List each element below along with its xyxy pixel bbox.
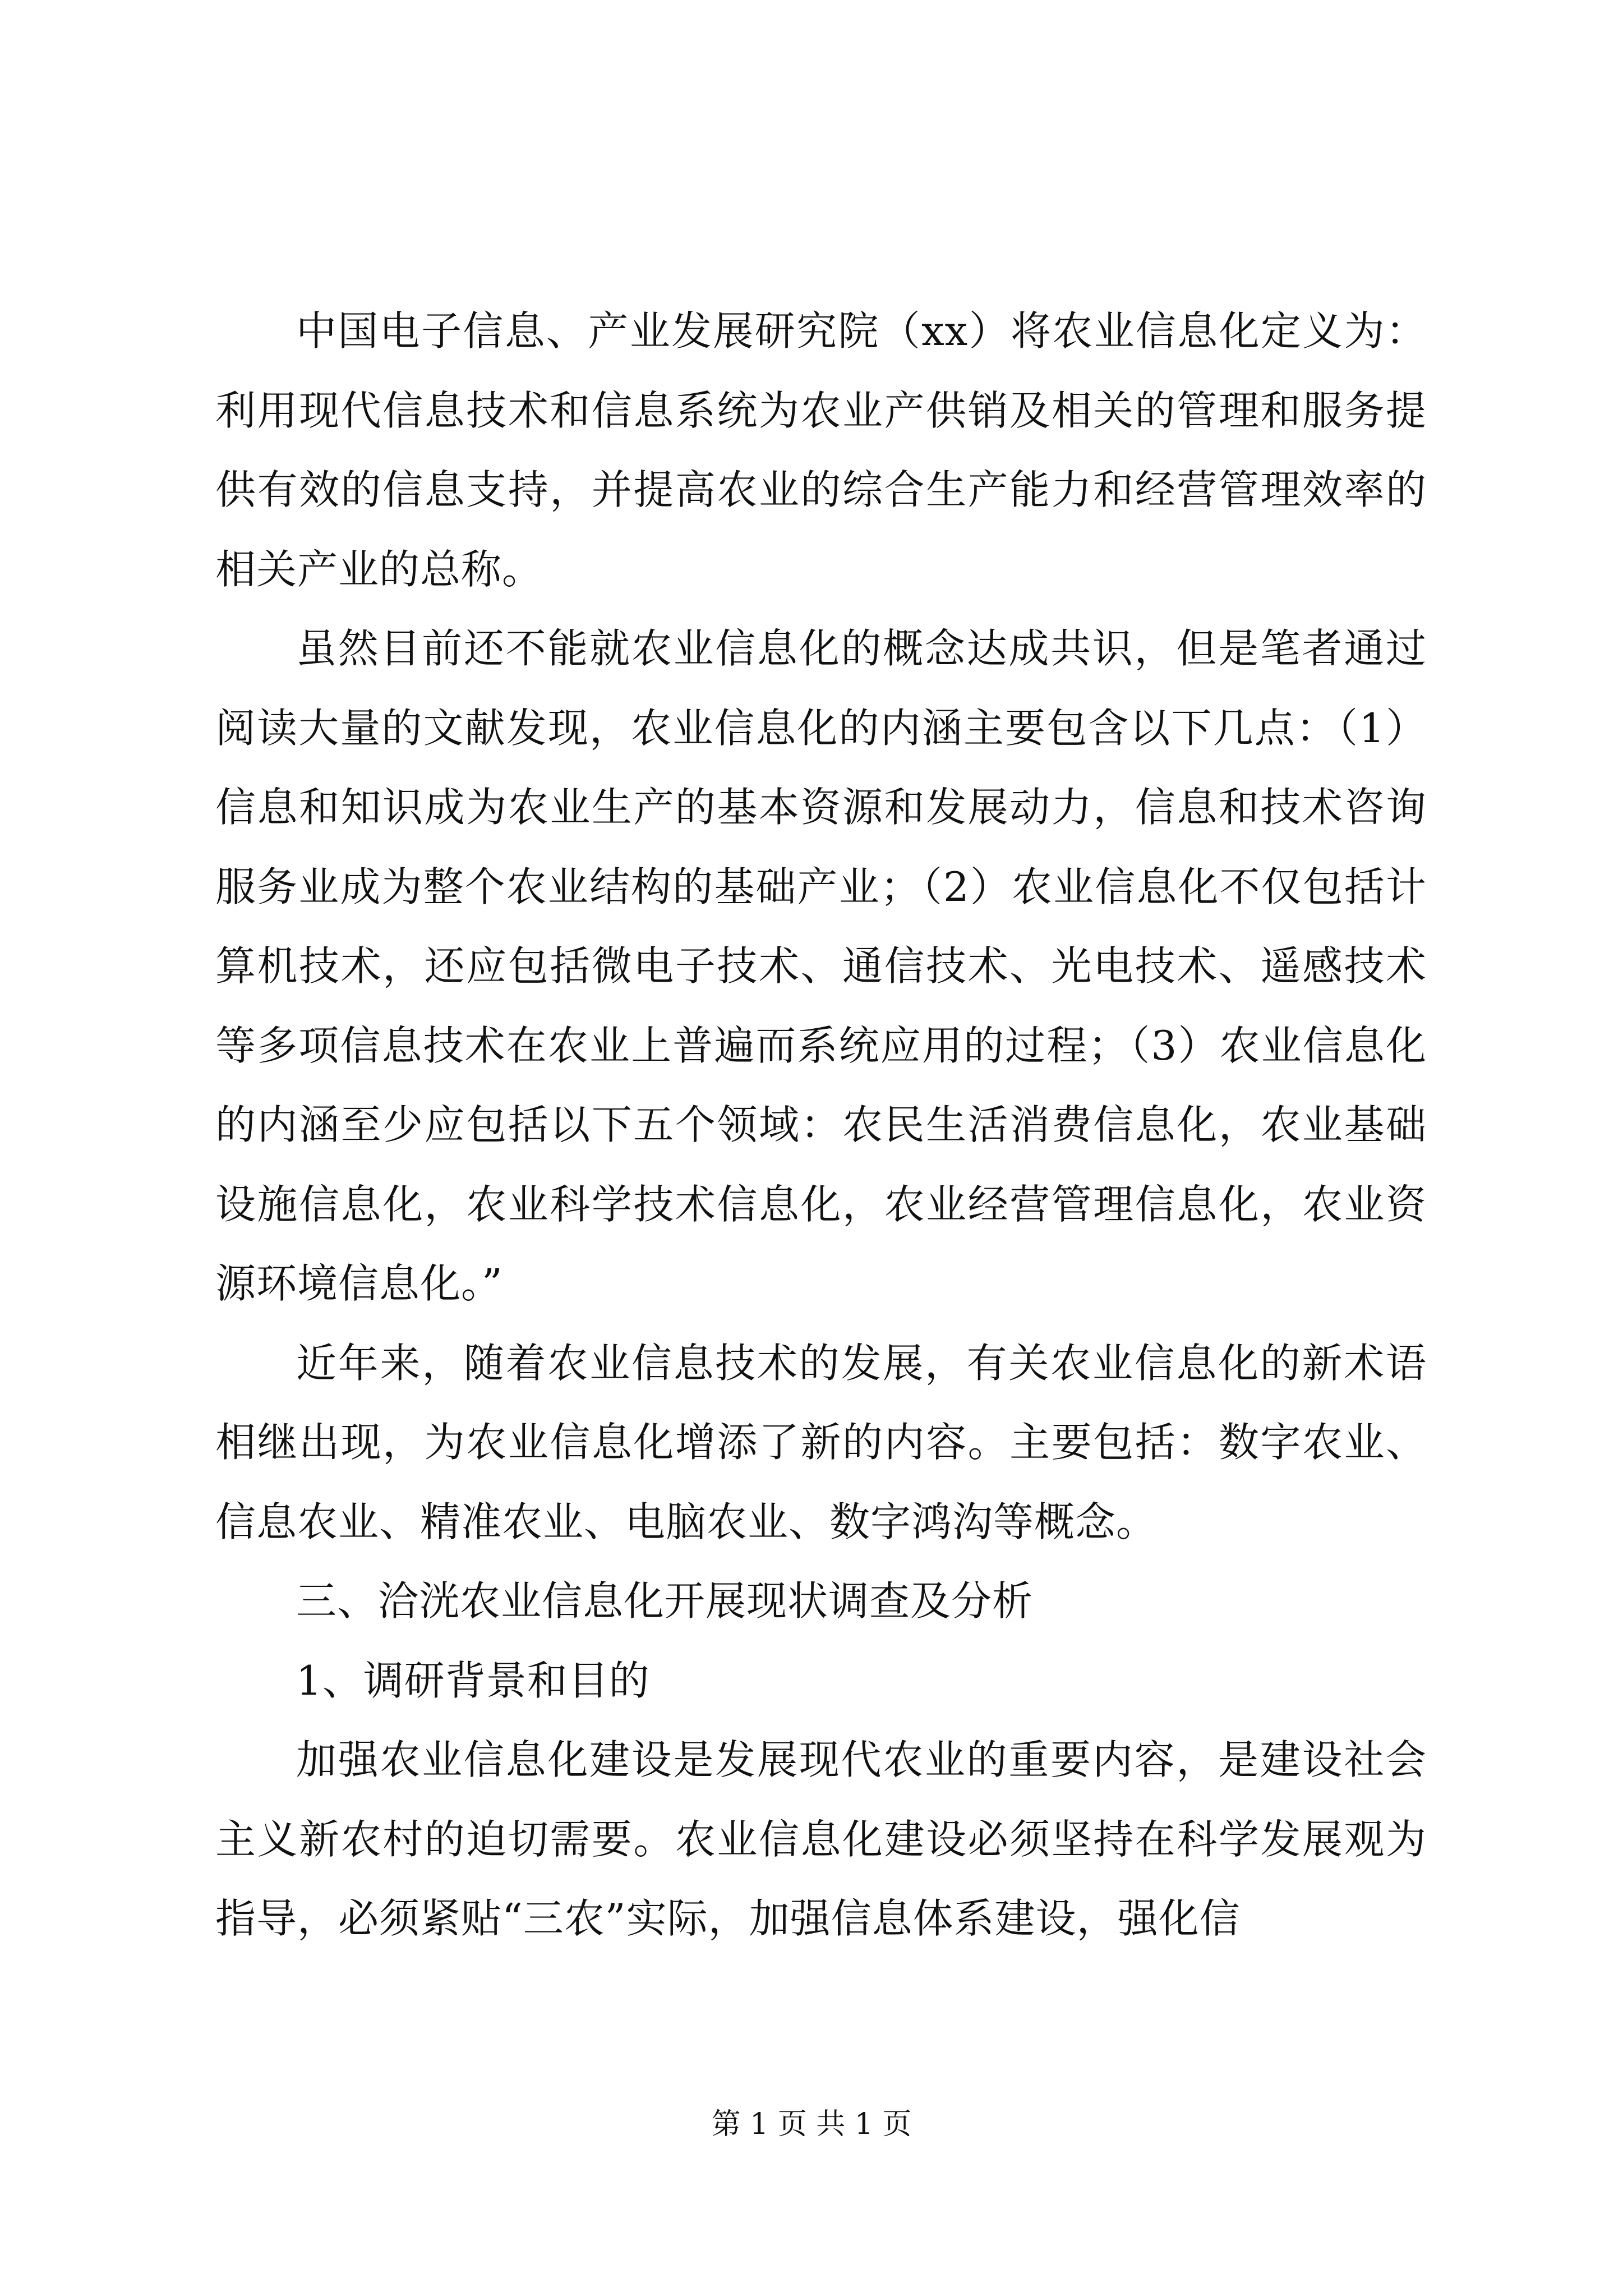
paragraph-new-terms: 近年来，随着农业信息技术的发展，有关农业信息化的新术语相继出现，为农业信息化增添了新的内容。主要包括：数字农业、信息农业、精准农业、电脑农业、数字鸿沟等概念。 bbox=[215, 1339, 1427, 1545]
section-heading: 三、洽洸农业信息化开展现状调查及分析 bbox=[296, 1577, 1034, 1625]
page-footer: 第 1 页 共 1 页 bbox=[711, 2108, 912, 2141]
subsection-heading: 1、调研背景和目的 bbox=[296, 1657, 650, 1704]
paragraph-background: 加强农业信息化建设是发展现代农业的重要内容，是建设社会主义新农村的迫切需要。农业信息化建设必须坚持在科学发展观为指导，必须紧贴“三农”实际，加强信息体系建设，强化信 bbox=[215, 1736, 1427, 1942]
document-body bbox=[215, 292, 1427, 1959]
paragraph-connotation: 虽然目前还不能就农业信息化的概念达成共识，但是笔者通过阅读大量的文献发现，农业信息化的内涵主要包含以下几点：（1）信息和知识成为农业生产的基本资源和发展动力，信息和技术咨询服务业成为整个农业结构的基础产业；（2）农业信息化不仅包括计算机技术，还应包括微电子技术、通信技术、光电技术、遥感技术等多项信息技术在农业上普遍而系统应用的过程；（3）农业信息化的内涵至少应包括以下五个领域：农民生活消费信息化，农业基础设施信息化，农业科学技术信息化，农业经营管理信息化，农业资源环境信息化。” bbox=[215, 625, 1427, 1307]
paragraph-definition: 中国电子信息、产业发展研究院（xx）将农业信息化定义为：利用现代信息技术和信息系统为农业产供销及相关的管理和服务提供有效的信息支持，并提高农业的综合生产能力和经营管理效率的相关产业的总称。 bbox=[215, 307, 1427, 593]
